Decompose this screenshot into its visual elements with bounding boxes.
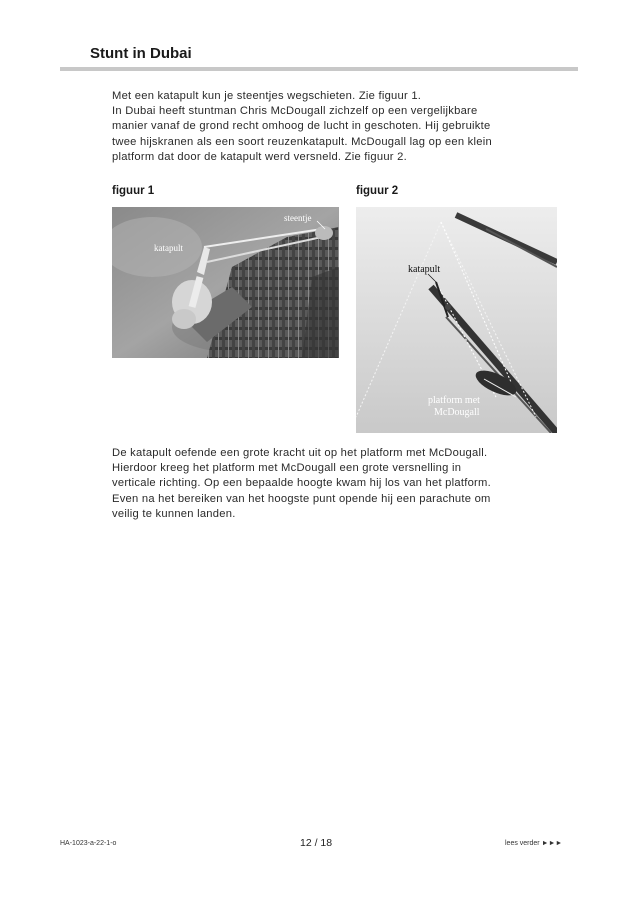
intro-line: Met een katapult kun je steentjes wegschieten. Zie figuur 1. bbox=[112, 90, 422, 102]
intro-line: platform dat door de katapult werd versneld. Zie figuur 2. bbox=[112, 150, 407, 163]
figure-2-platform-annotation-line1: platform met bbox=[428, 395, 480, 406]
body-line: De katapult oefende een grote kracht uit op het platform met McDougall. bbox=[112, 447, 488, 459]
figure-1-katapult-annotation: katapult bbox=[154, 243, 183, 253]
intro-line: manier vanaf de grond recht omhoog de lucht in geschoten. Hij gebruikte bbox=[112, 120, 491, 133]
figure-2-label: figuur 2 bbox=[356, 185, 399, 197]
figure-1-slingshot-photo bbox=[112, 207, 339, 358]
title-divider bbox=[60, 67, 578, 71]
intro-line: twee hijskranen als een soort reuzenkatapult. McDougall lag op een klein bbox=[112, 135, 492, 148]
exam-code: HA-1023-a-22-1-o bbox=[60, 840, 117, 847]
body-line: Hierdoor kreeg het platform met McDougall een grote versnelling in bbox=[112, 462, 462, 475]
body-line: Even na het bereiken van het hoogste punt opende hij een parachute om bbox=[112, 492, 491, 505]
figure-2-crane-photo bbox=[356, 207, 557, 433]
body-line: veilig te kunnen landen. bbox=[112, 507, 236, 520]
figure-1-label: figuur 1 bbox=[112, 185, 155, 197]
intro-line: In Dubai heeft stuntman Chris McDougall zichzelf op een vergelijkbare bbox=[112, 105, 478, 118]
continue-note: lees verder ►►► bbox=[505, 840, 563, 847]
body-paragraph bbox=[112, 446, 552, 522]
figure-2-platform-annotation-line2: McDougall bbox=[434, 407, 480, 418]
figure-1-stone-annotation: steentje bbox=[284, 213, 312, 223]
page-title: Stunt in Dubai bbox=[90, 45, 192, 62]
page-number: 12 / 18 bbox=[300, 837, 333, 849]
figure-2-katapult-annotation: katapult bbox=[408, 264, 441, 275]
intro-paragraph bbox=[112, 89, 552, 165]
body-line: verticale richting. Op een bepaalde hoogte kwam hij los van het platform. bbox=[112, 477, 491, 490]
